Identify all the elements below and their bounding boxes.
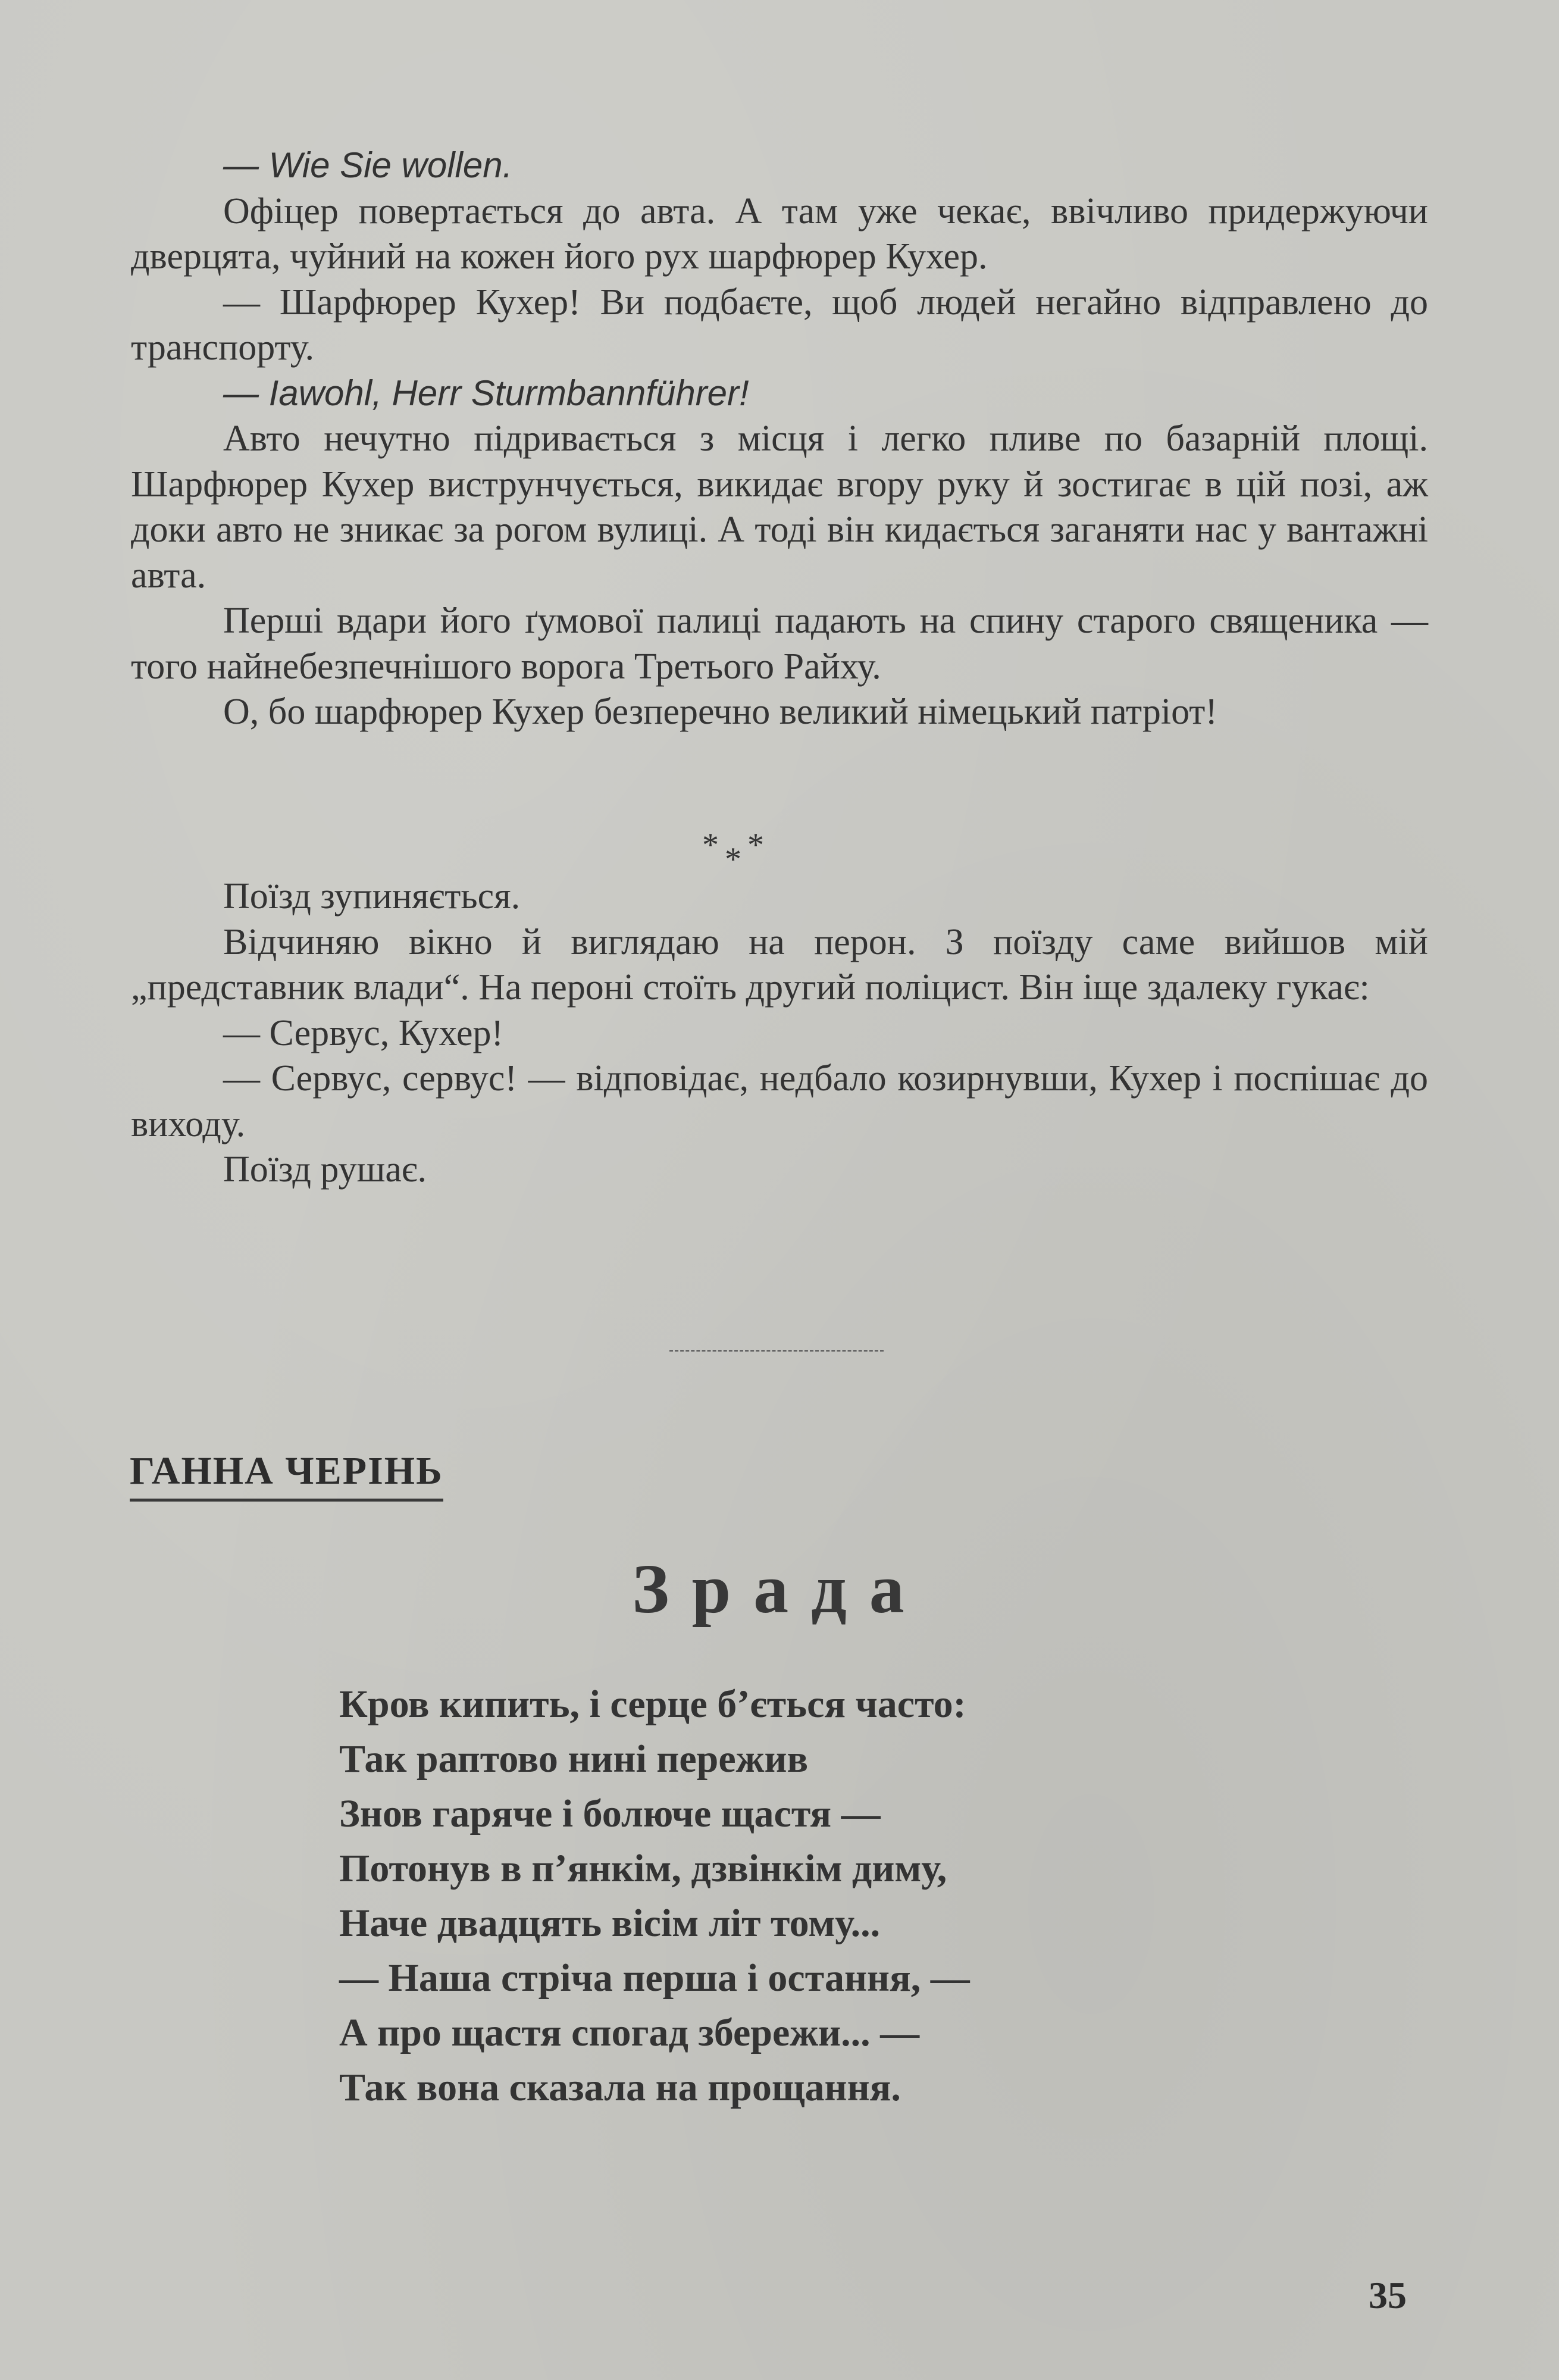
prose-section-1 [131, 143, 1428, 735]
end-of-story-divider [669, 1350, 884, 1354]
paragraph: О, бо шарфюрер Кухер безперечно великий німецький патріот! [223, 692, 1218, 732]
prose-section-2 [131, 874, 1428, 1193]
paragraph: — Сервус, сервус! — відповідає, недбало козирнувши, Кухер і поспішає до виходу. [131, 1058, 1428, 1144]
poem-title: Зрада [632, 1550, 927, 1628]
page-number: 35 [1369, 2274, 1407, 2316]
poem-line: Так раптово нині пережив [339, 1737, 809, 1781]
paragraph: Поїзд зупиняється. [223, 876, 521, 917]
poem-line: Так вона сказала на прощання. [339, 2066, 901, 2109]
poem [339, 1677, 1291, 2115]
author-name: ГАННА ЧЕРІНЬ [130, 1447, 443, 1502]
poem-line: Кров кипить, і серце б’ється часто: [339, 1682, 966, 1726]
paragraph: Поїзд рушає. [223, 1149, 427, 1190]
poem-line: А про щастя спогад збережи... — [339, 2011, 920, 2054]
paragraph: — Iawohl, Herr Sturmbannführer! [223, 373, 749, 413]
paragraph: — Сервус, Кухер! [223, 1012, 504, 1053]
paragraph: Офіцер повертається до авта. А там уже чекає, ввічливо придержуючи дверцята, чуйний на кожен його рух шарфюрер Кухер. [131, 190, 1428, 277]
poem-line: — Наша стріча перша і остання, — [339, 1956, 970, 2000]
paragraph: — Шарфюрер Кухер! Ви подбаєте, щоб людей негайно відправлено до транспорту. [131, 282, 1428, 368]
paragraph: Відчиняю вікно й виглядаю на перон. З поїзду саме вийшов мій „представник влади“. На пероні стоїть другий поліцист. Він іще здалеку гукає: [131, 921, 1428, 1008]
poem-line: Наче двадцять вісім літ тому... [339, 1902, 881, 1945]
poem-line: Знов гаряче і болюче щастя — [339, 1792, 881, 1835]
section-separator: * * * [702, 827, 764, 878]
paragraph: — Wie Sie wollen. [223, 145, 513, 185]
poem-line: Потонув в п’янкім, дзвінкім диму, [339, 1847, 947, 1890]
paragraph: Перші вдари його ґумової палиці падають на спину старого священика — того найнебезпечнішого ворога Третього Райху. [131, 601, 1428, 687]
paragraph: Авто нечутно підривається з місця і легко пливе по базарній площі. Шарфюрер Кухер виструнчується, викидає вгору руку й зостигає в цій позі, аж доки авто не зникає за рогом вулиці. А тоді він кидається заганяти нас у вантажні авта. [131, 418, 1428, 596]
